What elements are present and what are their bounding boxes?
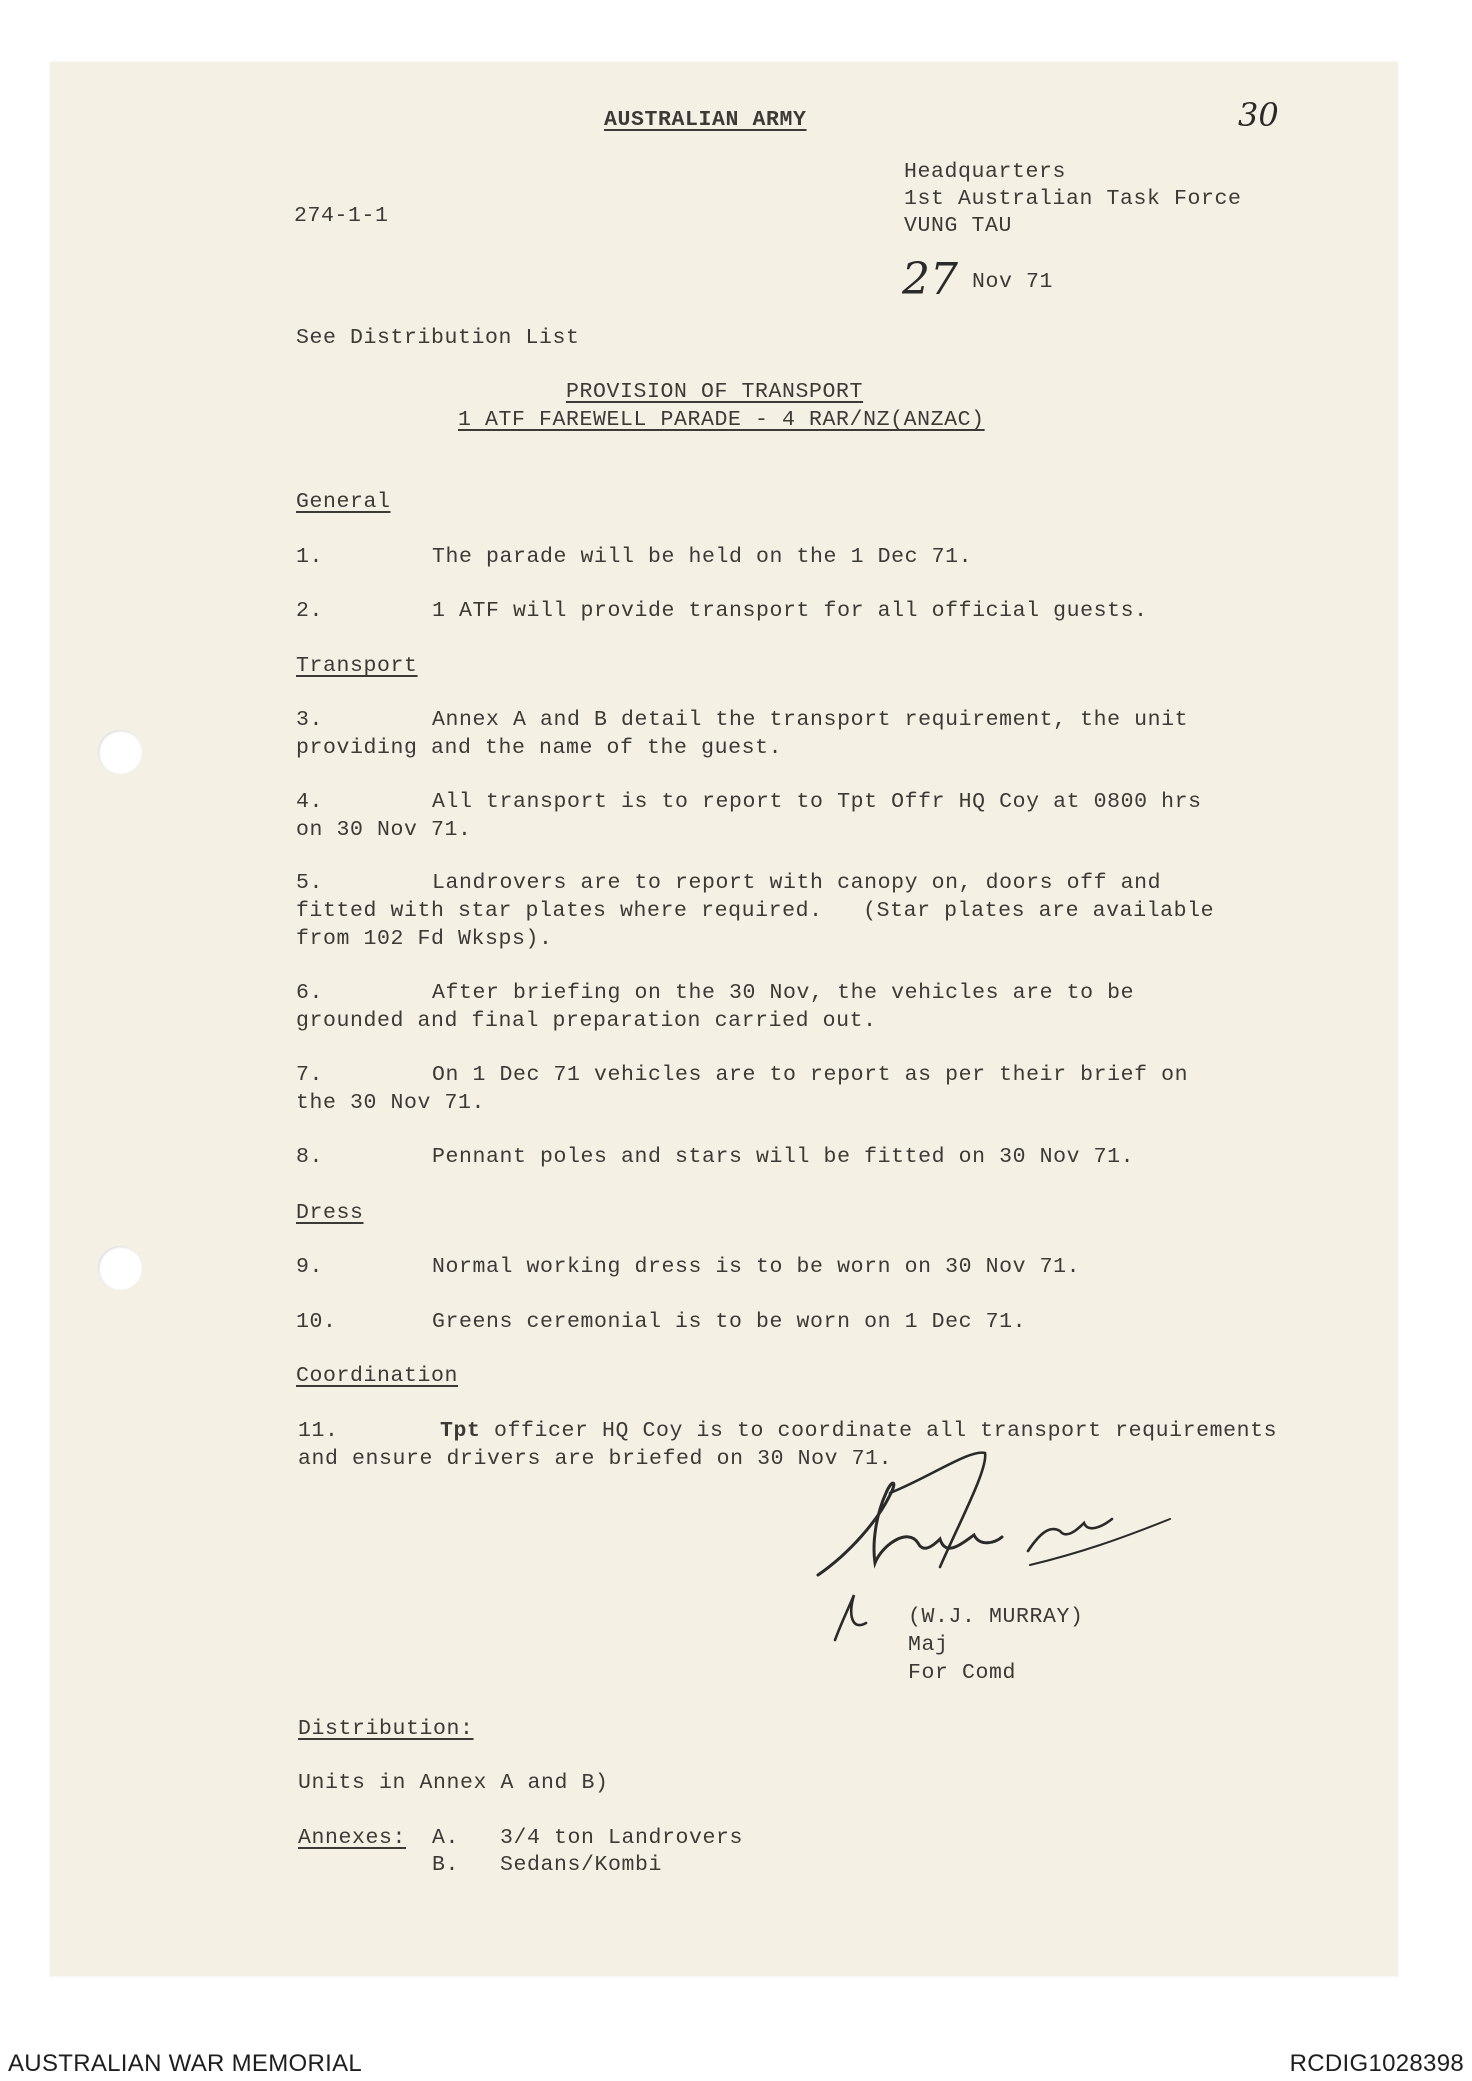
para-text-rest: officer HQ Coy is to coordinate all transport requirements (480, 1419, 1278, 1443)
address-line-1: Headquarters (904, 160, 1067, 184)
para-text: The parade will be held on the 1 Dec 71. (432, 545, 973, 569)
annex-text: Sedans/Kombi (500, 1853, 663, 1877)
section-heading-coordination: Coordination (296, 1364, 459, 1388)
para-text: grounded and final preparation carried out. (296, 1009, 877, 1033)
recipient-line: See Distribution List (296, 326, 580, 350)
para-text: providing and the name of the guest. (296, 736, 783, 760)
para-number: 7. (296, 1063, 324, 1087)
para-number: 9. (296, 1255, 324, 1279)
para-text: from 102 Fd Wksps). (296, 927, 553, 951)
distribution-heading: Distribution: (298, 1717, 474, 1741)
para-text: On 1 Dec 71 vehicles are to report as per their brief on (432, 1063, 1189, 1087)
para-number: 3. (296, 708, 324, 732)
annex-letter: B. (432, 1853, 460, 1877)
signatory-name: (W.J. MURRAY) (908, 1605, 1084, 1629)
para-number: 1. (296, 545, 324, 569)
para-text: All transport is to report to Tpt Offr HQ Coy at 0800 hrs (432, 790, 1202, 814)
footer-archive-name: AUSTRALIAN WAR MEMORIAL (8, 2050, 363, 2077)
para-text: Landrovers are to report with canopy on, doors off and (432, 871, 1162, 895)
distribution-text: Units in Annex A and B) (298, 1771, 609, 1795)
para-text: Annex A and B detail the transport requirement, the unit (432, 708, 1189, 732)
punch-hole (98, 730, 142, 774)
para-number: 4. (296, 790, 324, 814)
folio-number: 30 (1238, 96, 1279, 134)
para-text: Normal working dress is to be worn on 30 Nov 71. (432, 1255, 1081, 1279)
para-text: on 30 Nov 71. (296, 818, 472, 842)
address-line-3: VUNG TAU (904, 214, 1013, 238)
para-text: Pennant poles and stars will be fitted on 30 Nov 71. (432, 1145, 1135, 1169)
punch-hole (98, 1246, 142, 1290)
para-text: After briefing on the 30 Nov, the vehicles are to be (432, 981, 1135, 1005)
para-number: 10. (296, 1310, 337, 1334)
section-heading-dress: Dress (296, 1201, 364, 1225)
annex-text: 3/4 ton Landrovers (500, 1826, 744, 1850)
org-heading: AUSTRALIAN ARMY (604, 108, 807, 132)
para-number: 2. (296, 599, 324, 623)
annexes-label: Annexes: (298, 1826, 407, 1850)
address-line-2: 1st Australian Task Force (904, 187, 1242, 211)
para-text-bold: Tpt (440, 1419, 481, 1443)
para-number: 11. (298, 1419, 339, 1443)
para-text: Greens ceremonial is to be worn on 1 Dec 71. (432, 1310, 1027, 1334)
file-reference: 274-1-1 (294, 204, 389, 228)
footer-record-id: RCDIG1028398 (1289, 2050, 1464, 2077)
date-day-handwritten: 27 (902, 254, 958, 305)
para-number: 6. (296, 981, 324, 1005)
signatory-role: For Comd (908, 1661, 1017, 1685)
date-month-year: Nov 71 (972, 270, 1054, 294)
signatory-rank: Maj (908, 1633, 949, 1657)
para-number: 5. (296, 871, 324, 895)
para-text: fitted with star plates where required. (Star plates are available (296, 899, 1215, 923)
section-heading-general: General (296, 490, 391, 514)
para-text: 1 ATF will provide transport for all official guests. (432, 599, 1148, 623)
para-number: 8. (296, 1145, 324, 1169)
para-text: the 30 Nov 71. (296, 1091, 486, 1115)
title-line-2: 1 ATF FAREWELL PARADE - 4 RAR/NZ(ANZAC) (458, 408, 985, 432)
annex-letter: A. (432, 1826, 460, 1850)
para-text: and ensure drivers are briefed on 30 Nov 71. (298, 1447, 893, 1471)
title-line-1: PROVISION OF TRANSPORT (566, 380, 864, 404)
section-heading-transport: Transport (296, 654, 418, 678)
